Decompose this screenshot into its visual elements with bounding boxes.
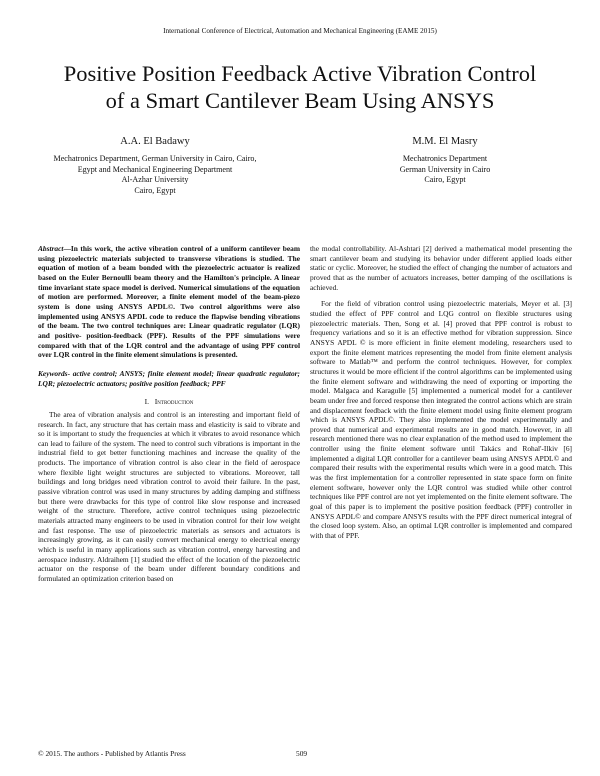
left-column [38,244,300,584]
author-affiliation-line: Mechatronics Department, German University in Cairo, Cairo, [53,154,257,163]
author-name: M.M. El Masry [412,136,478,147]
right-column [310,244,572,541]
title-line-2: of a Smart Cantilever Beam Using ANSYS [105,88,495,113]
author-affiliation-line: Cairo, Egypt [424,175,466,185]
conference-header: International Conference of Electrical, Automation and Mechanical Engineering (EAME 2015) [163,27,437,35]
intro-paragraph: The area of vibration analysis and control is an interesting and important field of research. In fact, any structure that has certain mass and elasticity is said to vibrate and so it is important to study the frequencies at which it vibrates to avoid resonance which can lead to failure of the system. The need to control such vibrations is important in the industrial field to get better functioning machines and increase the quality of the products. The importance of vibration control is also clear in the field of aerospace where flexible light weight structures are subjected to vibrations. Moreover, tall buildings and long bridges need vibration control to avoid their failure. In the past, passive vibration control was used in many structures by adding damping and stiffness but there were drawbacks for this type of control like slow response and increased weight of the structure. Therefore, active control techniques using piezoelectric materials attracted many engineers to be used in vibration control for their low weight and fast response. The use of piezoelectric materials as sensors and actuators is increasingly growing, as it can easily convert mechanical energy to electrical energy which is useful in many applications such as vibration control, energy harvesting and aerospace industry. Aldraihem [1] studied the effect of the location of the piezoelectric actuator on the response of the beam under different boundary conditions and formulated an optimization criterion based on [38,409,300,583]
page-number: 509 [296,749,308,758]
paper-title [20,60,580,114]
author-block-1 [20,135,290,196]
author-affiliation-line: Egypt and Mechanical Engineering Department [77,164,233,174]
intro-paragraph: For the field of vibration control using piezoelectric materials, Meyer et al. [3] studied the effect of PPF control and LQG control on flexible structures using piezoelectric materials. Then, Song et al. [4] proved that PPF control is robust to frequency variations and so it is an effective method for vibration suppression. Since ANSYS APDL © is more efficient in finite element modeling, researchers used to export the finite element matrices representing the model from finite element analysis software to Matlab™ and perform the control techniques. However, for complex structures it would be more efficient if the control algorithms can be implemented using the finite element software and withdrawing the need of exporting or importing the model. Malgaca and Karagulle [5] implemented a numerical model for a cantilever beam under free and forced response then integrated the control actions which are strain and displacement feedback with the finite element model using finite element program which is ANSYS APDL©. They also implemented the model experimentally and proved that numerical and experimental results are in good match. However, in all research mentioned there was no clear explanation of the method used to implement the controller using the finite element software until Takács and Rohal'-Ilkiv [6] implemented a digital LQR controller for a cantilever beam using ANSYS APDL© and compared their results with the experimental results which were in a good match. This was the first implementation for a controller represented in state space form on finite element software, however only the LQR control was studied while other control techniques like PPF control are not yet implemented on the finite element software. The goal of this paper is to implement the positive position feedback (PPF) controller in ANSYS APDL© and compare ANSYS results with the PPF direct numerical integral of the closed loop system. Also, an optimal LQR controller is implemented and compared with that of PPF. [310,299,572,541]
intro-paragraph-continued: the modal controllability. Al-Ashtari [2] derived a mathematical model presenting the smart cantilever beam and studying its behavior under different applied loads either static or cyclic. Moreover, he studied the effect of changing the number of actuators and proved that as the number of actuators increases, better damping of the oscillations is achieved. [310,244,572,292]
author-block-2 [320,135,570,186]
author-affiliation-line: Al-Azhar University [121,175,189,185]
section-heading [38,397,300,407]
copyright-footer: © 2015. The authors - Published by Atlantis Press [38,749,186,758]
author-affiliation-line: Mechatronics Department [402,154,488,163]
abstract-text: —In this work, the active vibration control of a uniform cantilever beam using piezoelectric materials subjected to transverse vibrations is studied. The equation of motion of a beam bonded with the piezoelectric actuator is realized based on the Euler Bernoulli beam theory and the Hamilton's principle. A linear time invariant state space model is derived. Numerical simulations of the equation of motion are performed. Moreover, a finite element model of the beam-piezo system is done using ANSYS APDL©. Two control algorithms were also implemented using ANSYS APDL code to reduce the flapwise bending vibrations of the beam. The two control techniques are: Linear quadratic regulator (LQR) and positive- position-feedback (PPF). Results of the PPF simulations were compared with that of the LQR control and the advantage of using PPF control over LQR control in the finite element simulations is presented. [38,244,300,360]
section-title: Introduction [154,397,194,407]
abstract-label: Abstract [38,244,64,253]
author-affiliation-line: German University in Cairo [399,164,491,174]
author-name: A.A. El Badawy [120,136,190,147]
keywords: Keywords- active control; ANSYS; finite element model; linear quadratic regulator; LQR; piezoelectric actuators; positive position feedback; PPF [38,368,300,388]
section-number: I. [144,397,150,407]
author-affiliation-line: Cairo, Egypt [134,185,176,195]
abstract [38,244,300,360]
title-line-1: Positive Position Feedback Active Vibration Control [63,61,537,86]
